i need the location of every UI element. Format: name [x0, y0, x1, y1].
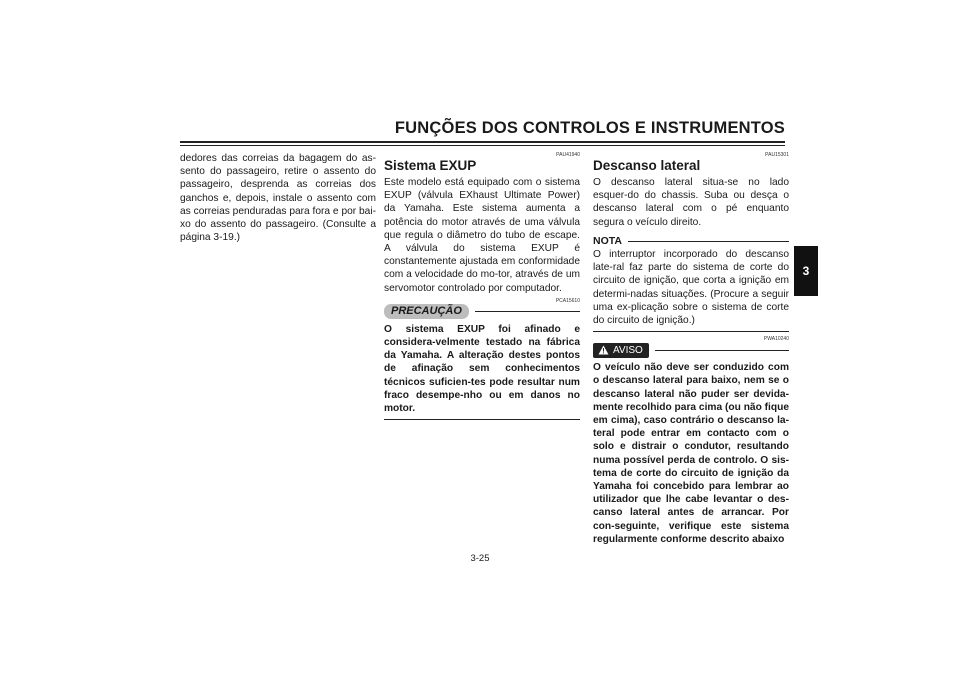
warning-badge	[593, 343, 649, 358]
note-header	[593, 235, 789, 248]
column-right	[593, 152, 789, 546]
note-bottom-rule	[593, 331, 789, 332]
sidestand-body: O descanso lateral situa-se no lado esquer-do do chassis. Suba ou desça o descanso lateral com o pé enquanto segura o veículo direito.	[593, 177, 789, 228]
caution-header	[384, 304, 580, 320]
exup-section-code: PAU41940	[556, 152, 580, 158]
exup-body: Este modelo está equipado com o sistema EXUP (válvula EXhaust Ultimate Power) da Yamaha. Este sistema aumenta a potência do motor através de uma válvula que regula o diâmetro do tubo de escape. A válvula do sistema EXUP é constantemente ajustada em conformidade com a velocidade do mo-tor, através de um servomotor controlado por computador.	[384, 177, 580, 294]
warning-text: O veículo não deve ser conduzido com o descanso lateral para baixo, nem se o descanso lateral não puder ser devida-mente recolhido para cima (ou não fique em cima), caso contrário o descanso la-teral pode entrar em contacto com o solo e distrair o condutor, resultando numa possível perda de controlo. O sis-tema de corte do circuito de ignição da Yamaha foi concebido para lembrar ao utilizador que lhe cabe levantar o des-canso lateral antes de arrancar. Por con-seguinte, verifique este sistema regularmente conforme descrito abaixo	[593, 362, 789, 545]
warning-label: AVISO	[613, 344, 643, 356]
note-header-rule	[628, 241, 789, 242]
exup-heading: Sistema EXUP	[384, 158, 477, 173]
warning-header	[593, 342, 789, 358]
sidestand-heading: Descanso lateral	[593, 158, 701, 173]
warning-header-rule	[655, 350, 789, 351]
caution-bottom-rule	[384, 419, 580, 420]
sidestand-section-code: PAU15301	[765, 152, 789, 158]
column-left	[180, 152, 376, 244]
column-middle	[384, 152, 580, 420]
chapter-tab: 3	[794, 246, 818, 296]
continued-paragraph: dedores das correias da bagagem do as-sento do passageiro, retire o assento do passageiro, desprenda as correias dos ganchos e, depois, instale o assento com as correias penduradas para fora e por bai-xo do assento do passageiro. (Consulte a página 3-19.)	[180, 153, 376, 244]
caution-header-rule	[475, 311, 580, 312]
warning-triangle-icon	[598, 345, 609, 355]
page-title: FUNÇÕES DOS CONTROLOS E INSTRUMENTOS	[394, 119, 785, 137]
caution-label: PRECAUÇÃO	[384, 304, 469, 319]
warning-code: PWA10240	[763, 336, 789, 343]
caution-box	[384, 304, 580, 420]
page-number: 3-25	[470, 553, 490, 564]
note-label: NOTA	[593, 234, 622, 247]
caution-code: PCA15610	[555, 297, 580, 304]
header-rule-thick	[180, 141, 785, 143]
caution-text: O sistema EXUP foi afinado e considera-velmente testado na fábrica da Yamaha. A alteração destes pontos de afinação sem conhecimentos técnicos suficien-tes pode resultar num fraco desempe-nho ou em danos no motor.	[384, 323, 580, 415]
note-text: O interruptor incorporado do descanso late-ral faz parte do sistema de corte do circuito de ignição, que corta a ignição em determi-nadas situações. (Procure a seguir uma ex-plicação sobre o sistema de corte do circuito de ignição.)	[593, 249, 789, 327]
header-rule-thin	[180, 145, 785, 146]
